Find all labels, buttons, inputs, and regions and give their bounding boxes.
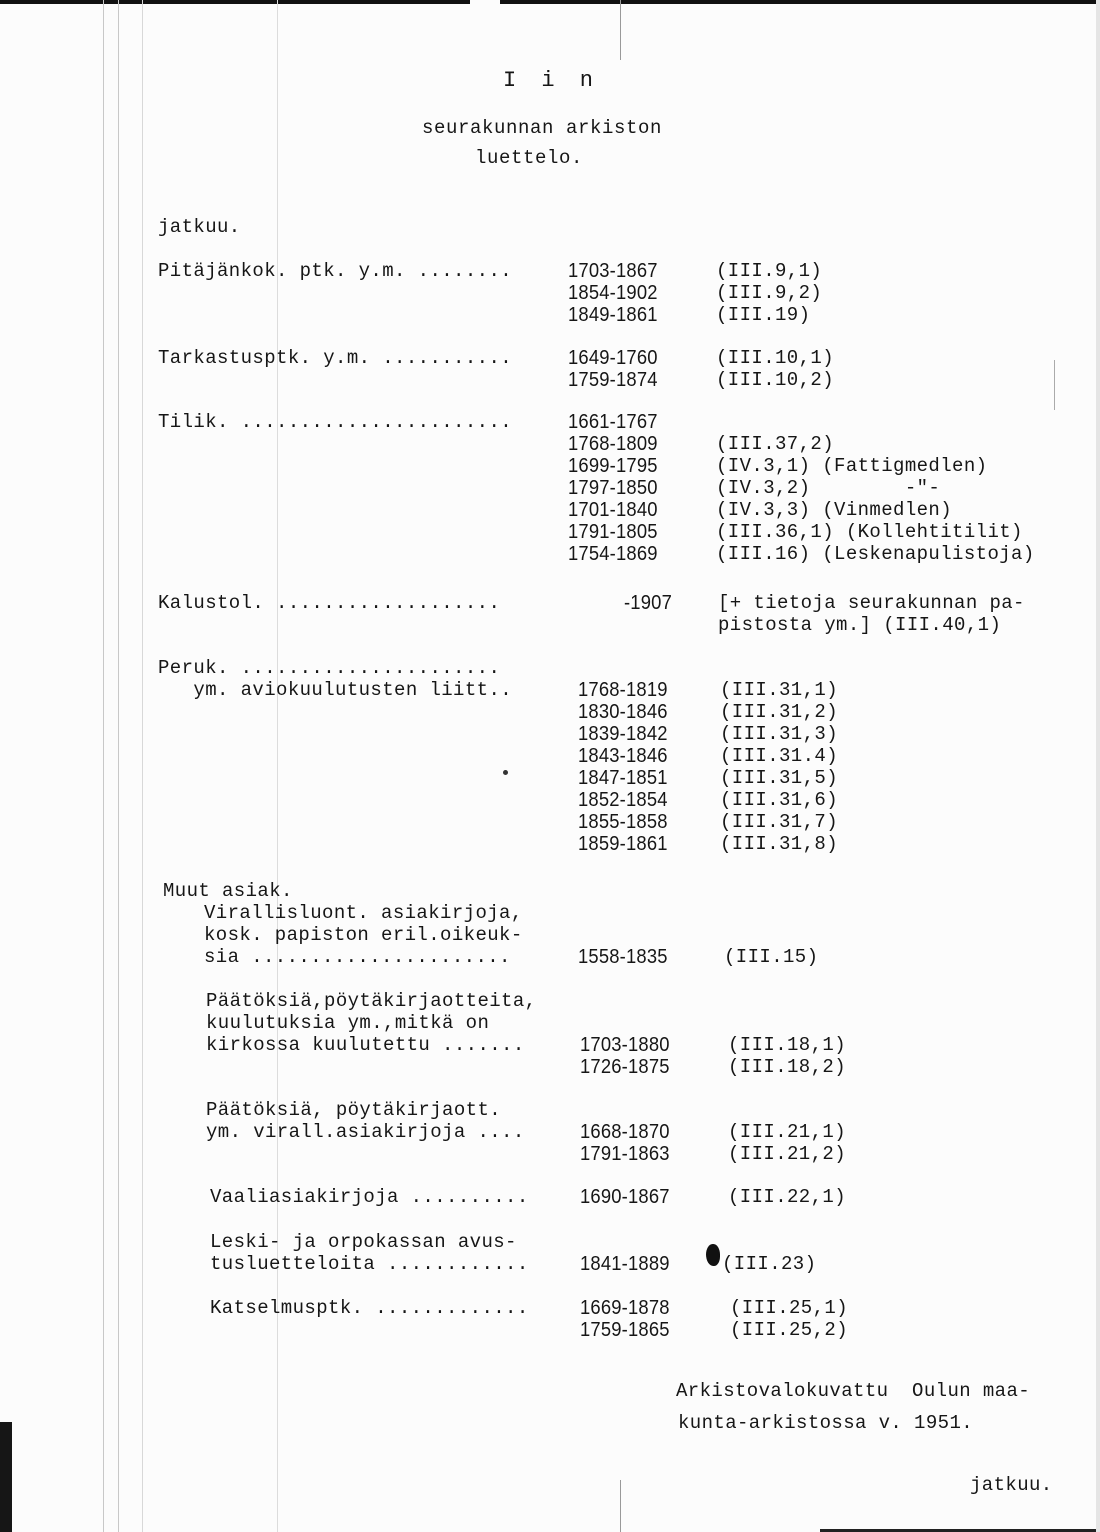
item-line: kirkossa kuulutettu ....... bbox=[206, 1034, 525, 1056]
entry-ref: (III.36,1) (Kollehtitilit) bbox=[716, 521, 1023, 543]
entry-years: 1726-1875 bbox=[580, 1056, 670, 1078]
entry-ref: (III.22,1) bbox=[728, 1186, 847, 1208]
document-title: I i n bbox=[503, 68, 600, 93]
entry-years: 1854-1902 bbox=[568, 282, 658, 304]
entry-years: 1703-1880 bbox=[580, 1034, 670, 1056]
scan-right-edge bbox=[1096, 0, 1100, 1532]
scan-top-edge bbox=[0, 0, 1100, 4]
entry-ref: (III.23) bbox=[722, 1253, 817, 1275]
entry-ref: (III.10,1) bbox=[716, 347, 835, 369]
item-line: Leski- ja orpokassan avus- bbox=[210, 1231, 517, 1253]
scan-left-edge bbox=[0, 1422, 12, 1532]
entry-years: 1791-1805 bbox=[568, 521, 658, 543]
entry-years: 1847-1851 bbox=[578, 767, 668, 789]
entry-years: 1649-1760 bbox=[568, 347, 658, 369]
scan-line bbox=[1054, 360, 1055, 410]
archive-note: Arkistovalokuvattu Oulun maa- bbox=[676, 1380, 1031, 1402]
entry-ref: (III.25,2) bbox=[730, 1319, 849, 1341]
entry-years: 1797-1850 bbox=[568, 477, 658, 499]
entry-ref: (III.18,2) bbox=[728, 1056, 847, 1078]
document-subtitle: seurakunnan arkiston bbox=[422, 117, 663, 139]
item-line: Virallisluont. asiakirjoja, bbox=[204, 902, 523, 924]
entry-years: 1759-1865 bbox=[580, 1319, 670, 1341]
entry-years: 1855-1858 bbox=[578, 811, 668, 833]
ink-stain bbox=[706, 1244, 720, 1266]
item-line: kosk. papiston eril.oikeuk- bbox=[204, 924, 523, 946]
scan-top-gap bbox=[470, 0, 500, 6]
scan-line bbox=[620, 0, 621, 60]
entry-ref: (III.10,2) bbox=[716, 369, 835, 391]
entry-ref: (III.31,2) bbox=[720, 701, 839, 723]
entry-years: 1791-1863 bbox=[580, 1143, 670, 1165]
entry-ref: (III.31.4) bbox=[720, 745, 839, 767]
entry-ref: (III.18,1) bbox=[728, 1034, 847, 1056]
entry-years: 1841-1889 bbox=[580, 1253, 670, 1275]
continued-label-bottom: jatkuu. bbox=[970, 1474, 1053, 1496]
entry-ref: (III.9,2) bbox=[716, 282, 823, 304]
item-line: Päätöksiä, pöytäkirjaott. bbox=[206, 1099, 502, 1121]
entry-ref: (IV.3,3) (Vinmedlen) bbox=[716, 499, 953, 521]
entry-ref: (III.21,2) bbox=[728, 1143, 847, 1165]
entry-years: 1690-1867 bbox=[580, 1186, 670, 1208]
entry-label: Peruk. ...................... bbox=[158, 657, 501, 679]
entry-years: 1839-1842 bbox=[578, 723, 668, 745]
entry-ref: (III.31,3) bbox=[720, 723, 839, 745]
entry-ref: (III.31,6) bbox=[720, 789, 839, 811]
entry-years: 1754-1869 bbox=[568, 543, 658, 565]
entry-years: 1859-1861 bbox=[578, 833, 668, 855]
entry-ref: (III.15) bbox=[724, 946, 819, 968]
entry-years: 1669-1878 bbox=[580, 1297, 670, 1319]
entry-years: 1701-1840 bbox=[568, 499, 658, 521]
document-subtitle-2: luettelo. bbox=[475, 147, 584, 169]
continued-label-top: jatkuu. bbox=[158, 216, 241, 238]
entry-label: Kalustol. ................... bbox=[158, 592, 501, 614]
scan-line bbox=[118, 0, 119, 1532]
entry-ref: (III.16) (Leskenapulistoja) bbox=[716, 543, 1035, 565]
scan-line bbox=[142, 0, 143, 1532]
entry-label: Tarkastusptk. y.m. ........... bbox=[158, 347, 513, 369]
ink-speck bbox=[503, 770, 508, 775]
entry-ref: (IV.3,2) -"- bbox=[716, 477, 941, 499]
item-line: kuulutuksia ym.,mitkä on bbox=[206, 1012, 490, 1034]
item-line: Vaaliasiakirjoja .......... bbox=[210, 1186, 529, 1208]
entry-label-cont: ym. aviokuulutusten liitt.. bbox=[158, 679, 513, 701]
entry-years: 1661-1767 bbox=[568, 411, 658, 433]
entry-years: 1768-1809 bbox=[568, 433, 658, 455]
entry-years: 1699-1795 bbox=[568, 455, 658, 477]
entry-years: -1907 bbox=[624, 592, 672, 614]
entry-years: 1759-1874 bbox=[568, 369, 658, 391]
item-line: ym. virall.asiakirjoja .... bbox=[206, 1121, 525, 1143]
entry-ref: (III.9,1) bbox=[716, 260, 823, 282]
entry-years: 1703-1867 bbox=[568, 260, 658, 282]
item-line: tusluetteloita ............ bbox=[210, 1253, 529, 1275]
entry-years: 1668-1870 bbox=[580, 1121, 670, 1143]
entry-ref: (III.31,5) bbox=[720, 767, 839, 789]
entry-ref: (III.31,8) bbox=[720, 833, 839, 855]
entry-years: 1843-1846 bbox=[578, 745, 668, 767]
entry-ref: (IV.3,1) (Fattigmedlen) bbox=[716, 455, 988, 477]
entry-years: 1849-1861 bbox=[568, 304, 658, 326]
entry-years: 1558-1835 bbox=[578, 946, 668, 968]
entry-ref: [+ tietoja seurakunnan pa- bbox=[718, 592, 1025, 614]
entry-label: Pitäjänkok. ptk. y.m. ........ bbox=[158, 260, 513, 282]
entry-ref: (III.31,1) bbox=[720, 679, 839, 701]
entry-ref: pistosta ym.] (III.40,1) bbox=[718, 614, 1002, 636]
item-line: sia ...................... bbox=[204, 946, 511, 968]
item-line: Päätöksiä,pöytäkirjaotteita, bbox=[206, 990, 537, 1012]
entry-ref: (III.37,2) bbox=[716, 433, 835, 455]
entry-label: Tilik. ....................... bbox=[158, 411, 513, 433]
entry-ref: (III.21,1) bbox=[728, 1121, 847, 1143]
entry-years: 1768-1819 bbox=[578, 679, 668, 701]
section-heading: Muut asiak. bbox=[163, 880, 293, 902]
archive-note-2: kunta-arkistossa v. 1951. bbox=[678, 1412, 974, 1434]
entry-years: 1852-1854 bbox=[578, 789, 668, 811]
scan-line bbox=[620, 1480, 621, 1532]
entry-years: 1830-1846 bbox=[578, 701, 668, 723]
entry-ref: (III.19) bbox=[716, 304, 811, 326]
entry-ref: (III.31,7) bbox=[720, 811, 839, 833]
entry-ref: (III.25,1) bbox=[730, 1297, 849, 1319]
scan-line bbox=[103, 0, 104, 1532]
item-line: Katselmusptk. ............. bbox=[210, 1297, 529, 1319]
